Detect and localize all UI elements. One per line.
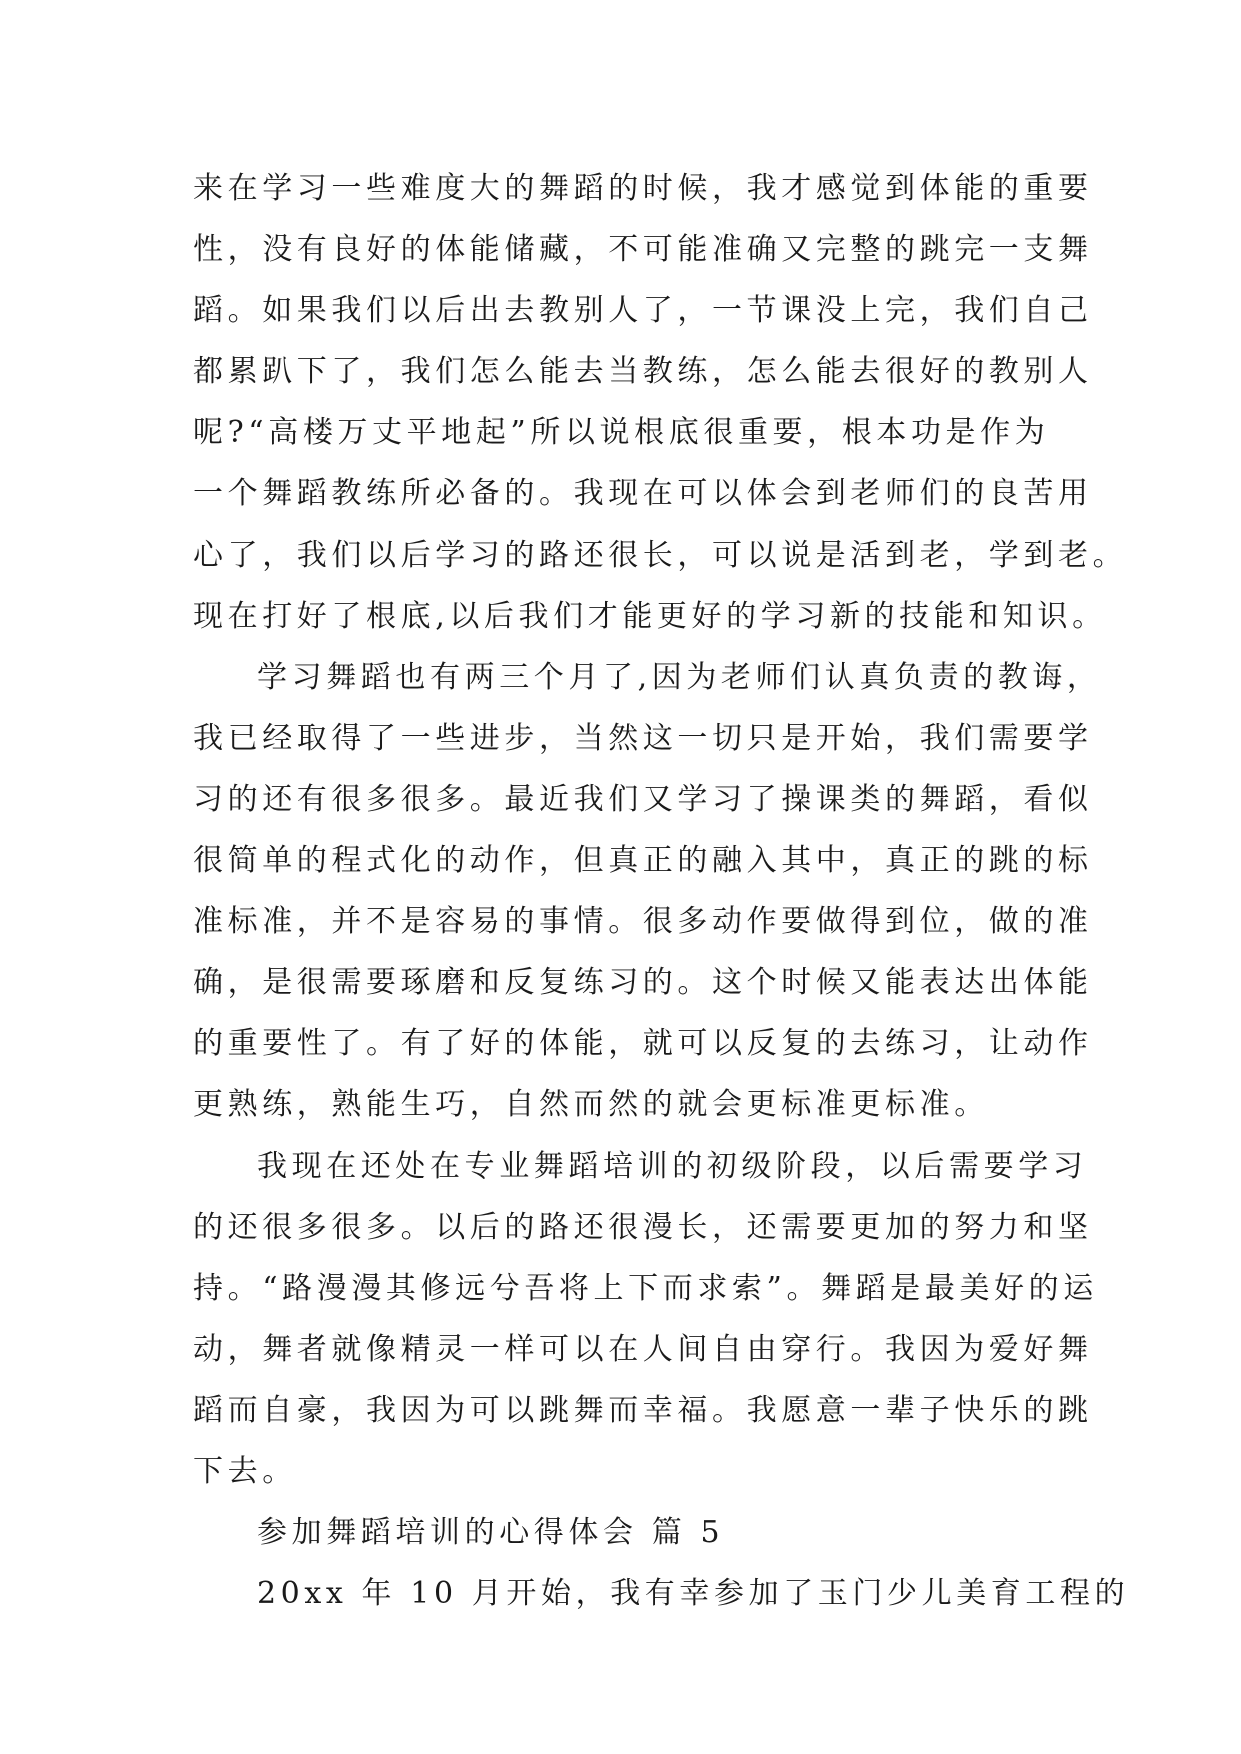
text-line: 来在学习一些难度大的舞蹈的时候，我才感觉到体能的重要 [193, 171, 1093, 206]
text-line: 现在打好了根底,以后我们才能更好的学习新的技能和知识。 [193, 598, 1107, 634]
text-line: 都累趴下了，我们怎么能去当教练，怎么能去很好的教别人 [193, 354, 1093, 390]
text-line: 持。“路漫漫其修远兮吾将上下而求索”。舞蹈是最美好的运 [193, 1270, 1098, 1306]
text-line: 更熟练，熟能生巧，自然而然的就会更标准更标准。 [193, 1087, 989, 1123]
text-line: 一个舞蹈教练所必备的。我现在可以体会到老师们的良苦用 [193, 476, 1093, 512]
section-heading: 参加舞蹈培训的心得体会 篇 5 [257, 1515, 725, 1551]
text-line: 准标准，并不是容易的事情。很多动作要做得到位，做的准 [193, 904, 1093, 940]
text-line: 蹈。如果我们以后出去教别人了，一节课没上完，我们自己 [193, 293, 1093, 329]
text-line: 呢?“高楼万丈平地起”所以说根底很重要，根本功是作为 [193, 415, 1050, 451]
text-line: 下去。 [193, 1453, 297, 1489]
text-line: 蹈而自豪，我因为可以跳舞而幸福。我愿意一辈子快乐的跳 [193, 1392, 1093, 1428]
text-line: 习的还有很多很多。最近我们又学习了操课类的舞蹈，看似 [193, 781, 1093, 817]
text-line: 很简单的程式化的动作，但真正的融入其中，真正的跳的标 [193, 843, 1093, 879]
document-body [193, 158, 1130, 1624]
text-line: 动，舞者就像精灵一样可以在人间自由穿行。我因为爱好舞 [193, 1331, 1093, 1367]
paragraph-first-line: 20xx 年 10 月开始，我有幸参加了玉门少儿美育工程的 [257, 1576, 1130, 1612]
text-line: 心了，我们以后学习的路还很长，可以说是活到老，学到老。 [193, 537, 1128, 573]
text-line: 性，没有良好的体能储藏，不可能准确又完整的跳完一支舞 [193, 232, 1093, 268]
paragraph-first-line: 我现在还处在专业舞蹈培训的初级阶段，以后需要学习 [257, 1148, 1088, 1184]
text-line: 的还很多很多。以后的路还很漫长，还需要更加的努力和坚 [193, 1209, 1093, 1245]
paragraph-first-line: 学习舞蹈也有两三个月了,因为老师们认真负责的教诲， [257, 659, 1102, 695]
text-line: 的重要性了。有了好的体能，就可以反复的去练习，让动作 [193, 1026, 1093, 1062]
text-line: 确，是很需要琢磨和反复练习的。这个时候又能表达出体能 [193, 965, 1093, 1001]
text-line: 我已经取得了一些进步，当然这一切只是开始，我们需要学 [193, 720, 1093, 756]
